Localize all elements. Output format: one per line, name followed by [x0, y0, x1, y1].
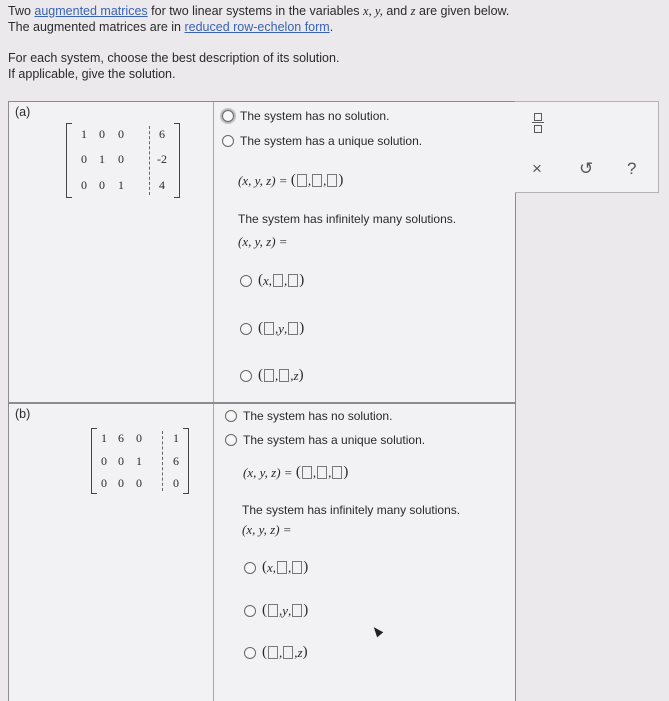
option-label: The system has no solution. [243, 409, 393, 423]
answer-box[interactable] [283, 646, 293, 659]
radio-button[interactable] [244, 647, 256, 659]
option-param-x-b[interactable]: ( x , , ) [244, 559, 308, 576]
radio-button[interactable] [240, 275, 252, 287]
math-toolbar [515, 101, 659, 193]
matrix-cell: -2 [157, 152, 167, 166]
infinite-tuple-label-a: (x, y, z) = [238, 234, 288, 249]
matrix-cell: 0 [118, 454, 124, 468]
augmented-matrix-b [91, 428, 189, 494]
tuple-label: (x, y, z) = [243, 464, 293, 480]
answer-box[interactable] [279, 369, 289, 382]
augmented-matrices-link[interactable]: augmented matrices [34, 4, 148, 18]
matrix-cell: 0 [101, 476, 107, 490]
matrix-cell: 0 [136, 431, 142, 445]
unique-solution-input-b: (x, y, z) = ( , , ) [243, 464, 349, 480]
intro-line-2 [8, 19, 648, 35]
option-label: The system has a unique solution. [243, 433, 426, 447]
radio-button[interactable] [240, 370, 252, 382]
infinite-solutions-heading-a: The system has infinitely many solutions. [238, 212, 457, 226]
matrix-cell: 0 [99, 178, 105, 192]
variables-xy: x, y, [363, 4, 383, 18]
option-label: The system has no solution. [240, 109, 390, 123]
param-z: z [297, 644, 303, 660]
radio-button[interactable] [244, 562, 256, 574]
matrix-cell: 6 [118, 431, 124, 445]
matrix-cell: 6 [173, 454, 179, 468]
matrix-cell: 1 [173, 431, 179, 445]
tuple-label: (x, y, z) = [238, 172, 288, 188]
option-unique-b[interactable] [225, 433, 425, 447]
option-param-z-a[interactable]: ( , , z ) [240, 367, 304, 384]
system-b-label: (b) [15, 407, 31, 421]
param-y: y [278, 320, 285, 336]
clear-button[interactable]: × [532, 159, 542, 178]
help-button[interactable]: ? [627, 159, 637, 178]
option-param-y-b[interactable]: ( , y , ) [244, 602, 308, 619]
radio-button[interactable] [225, 410, 237, 422]
matrix-cell: 0 [99, 127, 105, 141]
augmented-matrix-a [66, 123, 180, 198]
answer-box[interactable] [292, 561, 302, 574]
answer-box[interactable] [264, 322, 274, 335]
radio-button[interactable] [222, 110, 234, 122]
intro-text: Two [8, 4, 35, 18]
radio-button[interactable] [240, 323, 252, 335]
answer-box-x[interactable] [297, 174, 307, 187]
option-param-x-a[interactable]: ( x , , ) [240, 272, 304, 289]
fraction-icon[interactable] [532, 112, 544, 134]
answer-box[interactable] [292, 604, 302, 617]
option-no-solution-b[interactable] [225, 409, 392, 423]
answer-box-y[interactable] [312, 174, 322, 187]
radio-button[interactable] [222, 135, 234, 147]
radio-button[interactable] [244, 605, 256, 617]
option-no-solution-a[interactable] [222, 109, 389, 123]
intro-text: for two linear systems in the variables [147, 4, 364, 18]
matrix-cell: 1 [118, 178, 124, 192]
intro-text: are given below. [415, 4, 510, 18]
system-b-panel [8, 403, 516, 701]
option-param-z-b[interactable]: ( , , z ) [244, 644, 308, 661]
param-x: x [267, 559, 273, 575]
panel-divider [213, 102, 214, 402]
answer-box-z[interactable] [332, 466, 342, 479]
intro-text: and [382, 4, 411, 18]
intro-line-1 [8, 3, 648, 19]
answer-box-z[interactable] [327, 174, 337, 187]
matrix-cell: 0 [173, 476, 179, 490]
matrix-cell: 4 [159, 178, 165, 192]
matrix-cell: 0 [136, 476, 142, 490]
matrix-cell: 1 [101, 431, 107, 445]
matrix-cell: 6 [159, 127, 165, 141]
matrix-cell: 0 [81, 152, 87, 166]
radio-button[interactable] [225, 434, 237, 446]
infinite-tuple-label-b: (x, y, z) = [242, 522, 292, 537]
matrix-cell: 0 [118, 127, 124, 141]
instructions [8, 3, 648, 82]
answer-box[interactable] [288, 274, 298, 287]
option-unique-a[interactable] [222, 134, 422, 148]
matrix-cell: 0 [101, 454, 107, 468]
param-z: z [293, 367, 299, 383]
matrix-cell: 0 [81, 178, 87, 192]
answer-box[interactable] [268, 646, 278, 659]
matrix-cell: 0 [118, 152, 124, 166]
answer-box[interactable] [264, 369, 274, 382]
answer-box-y[interactable] [317, 466, 327, 479]
answer-box[interactable] [277, 561, 287, 574]
answer-box[interactable] [288, 322, 298, 335]
unique-solution-input-a: (x, y, z) = ( , , ) [238, 172, 344, 188]
param-x: x [263, 272, 269, 288]
param-y: y [282, 602, 289, 618]
matrix-cell: 1 [136, 454, 142, 468]
system-a-panel [8, 101, 516, 403]
rref-link[interactable]: reduced row-echelon form [184, 20, 330, 34]
system-a-label: (a) [15, 105, 31, 119]
matrix-cell: 1 [99, 152, 105, 166]
intro-text: . [329, 20, 334, 34]
infinite-solutions-heading-b: The system has infinitely many solutions. [242, 503, 461, 517]
answer-box[interactable] [268, 604, 278, 617]
matrix-cell: 1 [81, 127, 87, 141]
option-param-y-a[interactable]: ( , y , ) [240, 320, 304, 337]
variable-z: z [410, 4, 416, 18]
panel-divider [213, 404, 214, 701]
intro-line-4: If applicable, give the solution. [8, 67, 176, 81]
intro-text: The augmented matrices are in [8, 20, 185, 34]
answer-box[interactable] [273, 274, 283, 287]
intro-line-3: For each system, choose the best description of its solution. [8, 51, 340, 65]
answer-box-x[interactable] [302, 466, 312, 479]
option-label: The system has a unique solution. [240, 134, 423, 148]
matrix-cell: 0 [118, 476, 124, 490]
undo-button[interactable]: ↺ [579, 159, 594, 178]
